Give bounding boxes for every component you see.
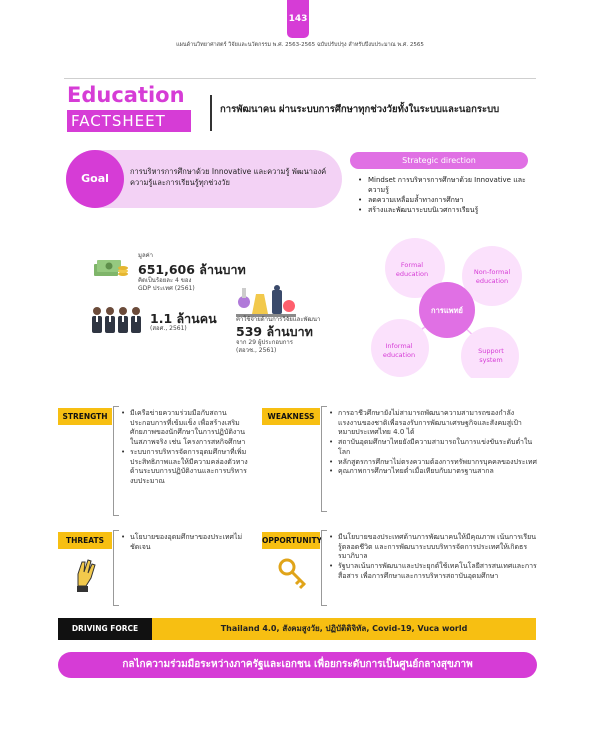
weakness-item: • หลักสูตรการศึกษาไม่ตรงความต้องการทรัพยากรบุคคลของประเทศ (329, 458, 537, 468)
non-formal-education-label: Non-formal education (473, 268, 511, 285)
formal-education-label: Formal education (395, 261, 429, 278)
lab-icon (236, 284, 296, 318)
rd-note: (สอวช., 2561) (236, 347, 277, 354)
value-amount: 651,606 ล้านบาท (138, 262, 246, 277)
people-icon (90, 305, 144, 335)
driving-force-text: Thailand 4.0, สังคมสูงวัย, ปฏิบัติดิจิทัล, Covid-19, Vuca world (220, 624, 468, 633)
center-label: การแพทย์ (431, 306, 463, 315)
strategic-direction-item: • ลดความเหลื่อมล้ำทางการศึกษา (358, 195, 538, 205)
threats-label: THREATS (58, 532, 112, 549)
strategic-direction-item: • สร้างและพัฒนาระบบนิเวศการเรียนรู้ (358, 205, 538, 215)
informal-education-label: Informal education (382, 342, 416, 359)
opportunity-bracket (321, 530, 327, 606)
strength-label: STRENGTH (58, 408, 112, 425)
goal-text: การบริหารการศึกษาด้วย Innovative และความรู้ พัฒนาองค์ความรู้และการเรียนรู้ทุกช่วงวัย (130, 167, 327, 187)
driving-force-label: DRIVING FORCE (58, 618, 152, 640)
people-note: (สอศ., 2561) (150, 325, 187, 332)
header-divider (64, 78, 536, 79)
title-divider (210, 95, 212, 131)
rd-label: ค่าใช้จ่ายด้านการวิจัยและพัฒนา (236, 316, 321, 323)
strategic-direction-item: • Mindset การบริหารการศึกษาด้วย Innovative และความรู้ (358, 175, 538, 195)
weakness-item: • คุณภาพการศึกษาไทยต่ำเมื่อเทียบกับมาตรฐานสากล (329, 467, 537, 477)
hand-icon (70, 556, 98, 594)
weakness-list (329, 409, 537, 477)
strength-item: • มีเครือข่ายความร่วมมือกับสถานประกอบการที่เข้มแข็ง เพื่อสร้างเสริมศักยภาพของนักศึกษาในการปฏิบัติงานในสภาพจริง เช่น โครงการสหกิจศึกษา (121, 409, 251, 448)
title-factsheet: FACTSHEET (67, 110, 191, 132)
strength-bracket (113, 406, 119, 516)
value-note: GDP ประเทศ (2561) (138, 285, 195, 292)
rd-amount: 539 ล้านบาท (236, 324, 313, 339)
rd-note: จาก 29 ผู้ประกอบการ (236, 339, 294, 346)
footer-banner: กลไกความร่วมมือระหว่างภาครัฐและเอกชน เพื่อยกระดับการเป็นศูนย์กลางสุขภาพ (58, 652, 537, 678)
weakness-bracket (321, 406, 327, 512)
strategic-direction-header: Strategic direction (350, 152, 528, 169)
running-head: แผนด้านวิทยาศาสตร์ วิจัยและนวัตกรรม พ.ศ. 2563-2565 ฉบับปรับปรุง สำหรับปีงบประมาณ พ.ศ. 2565 (176, 42, 424, 48)
page-title: การพัฒนาคน ผ่านระบบการศึกษาทุกช่วงวัยทั้งในระบบและนอกระบบ (220, 104, 500, 115)
money-icon (92, 252, 130, 280)
strategic-direction-list (358, 175, 538, 215)
support-system-label: Support system (478, 347, 504, 364)
strength-list (121, 409, 251, 487)
weakness-item: • การอาชีวศึกษายังไม่สามารถพัฒนาความสามารถของกำลังแรงงานของชาติเพื่อรองรับการพัฒนาเศรษฐกิจและสังคมสู่เป้าหมายประเทศไทย 4.0 ได้ (329, 409, 537, 438)
opportunity-item: • มีนโยบายของประเทศด้านการพัฒนาคนให้มีคุณภาพ เน้นการเรียนรู้ตลอดชีวิต และการพัฒนาระบบบริหารจัดการประเทศให้เกิดธรรมาภิบาล (329, 533, 537, 562)
threats-item: • นโยบายของอุดมศึกษาของประเทศไม่ชัดเจน (121, 533, 251, 552)
value-note: คิดเป็นร้อยละ 4 ของ (138, 277, 192, 284)
weakness-label: WEAKNESS (262, 408, 320, 425)
weakness-item: • สถาบันอุดมศึกษาไทยยังมีความสามารถในการแข่งขันระดับต่ำในโลก (329, 438, 537, 457)
goal-badge: Goal (66, 150, 124, 208)
strength-item: • ระบบการบริหารจัดการอุดมศึกษาที่เพิ่มประสิทธิภาพและให้มีความคล่องตัวทางด้านระบบการปฏิบัติงานและการบริหารงบประมาณ (121, 448, 251, 487)
threats-bracket (113, 530, 119, 606)
key-icon (278, 558, 308, 590)
people-amount: 1.1 ล้านคน (150, 311, 217, 326)
opportunity-label: OPPORTUNITY (262, 532, 320, 549)
page-number: 143 (287, 0, 309, 38)
opportunity-list (329, 533, 537, 582)
opportunity-item: • รัฐบาลเน้นการพัฒนาและประยุกต์ใช้เทคโนโลยีสารสนเทศและการสื่อสาร เพื่อการศึกษาและการบริหารสถาบันอุดมศึกษา (329, 562, 537, 581)
title-education: Education (67, 83, 185, 107)
value-label: มูลค่า (138, 252, 154, 259)
threats-list (121, 533, 251, 552)
education-types-diagram (370, 238, 540, 378)
